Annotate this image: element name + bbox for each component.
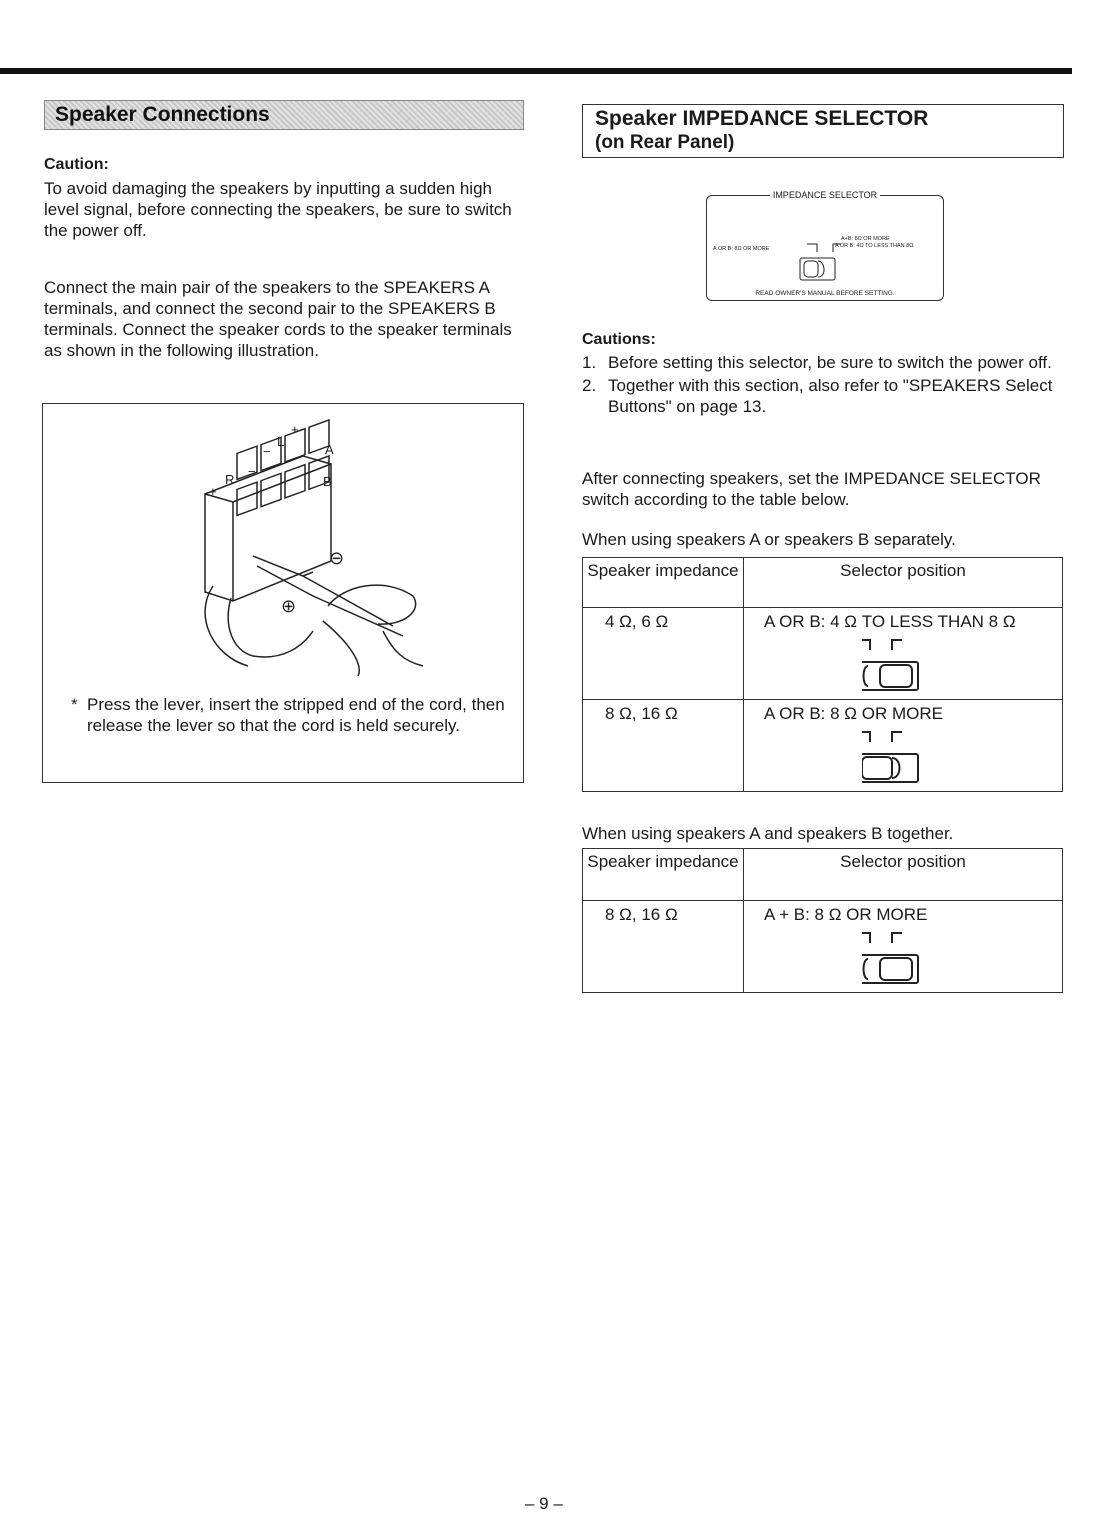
position-cell: [744, 700, 1063, 792]
label-minus-r: −: [248, 464, 256, 479]
label-b: B: [323, 474, 332, 489]
section-title-impedance-selector: [582, 104, 1064, 158]
label-r: R: [225, 472, 235, 487]
impedance-table-separate: [582, 557, 1063, 792]
position-text: A OR B: 4 Ω TO LESS THAN 8 Ω: [764, 612, 1016, 631]
panel-note: READ OWNER'S MANUAL BEFORE SETTING.: [755, 290, 895, 297]
section-title-line1: Speaker IMPEDANCE SELECTOR: [595, 107, 929, 130]
section-title-text: Speaker Connections: [55, 103, 270, 126]
note-asterisk: *: [71, 695, 78, 714]
page-number: – 9 –: [525, 1494, 563, 1513]
impedance-cell: 8 Ω, 16 Ω: [583, 901, 744, 993]
panel-label-ab: A+B: 8Ω OR MORE: [841, 236, 890, 242]
rear-panel-selector-figure: [706, 190, 944, 301]
separately-heading: When using speakers A or speakers B separately.: [582, 530, 956, 549]
position-cell: [744, 608, 1063, 700]
table-header-impedance: Speaker impedance: [583, 849, 744, 901]
list-item-number: 1.: [582, 353, 597, 372]
illustration-note-text: Press the lever, insert the stripped end of the cord, then release the lever so that the cord is held securely.: [87, 695, 505, 735]
position-text: A OR B: 8 Ω OR MORE: [764, 704, 943, 723]
cautions-heading: Cautions:: [582, 331, 656, 348]
positive-terminal-icon: ⊕: [281, 596, 297, 616]
list-item-number: 2.: [582, 376, 597, 395]
caution-heading: Caution:: [44, 156, 109, 173]
panel-label-high: A OR B: 8Ω OR MORE: [713, 246, 770, 252]
connect-paragraph: Connect the main pair of the speakers to the SPEAKERS A terminals, and connect the second pair to the SPEAKERS B terminals. Connect the speaker cords to the speaker terminals as shown in the following illustration.: [44, 278, 512, 360]
impedance-cell: 8 Ω, 16 Ω: [583, 700, 744, 792]
impedance-cell: 4 Ω, 6 Ω: [583, 608, 744, 700]
cautions-list: [582, 352, 1062, 419]
label-a: A: [325, 442, 334, 457]
panel-title: IMPEDANCE SELECTOR: [770, 190, 880, 200]
caution-paragraph: To avoid damaging the speakers by inputting a sudden high level signal, before connecting the speakers, be sure to switch the power off.: [44, 179, 512, 240]
panel-label-low: A OR B: 4Ω TO LESS THAN 8Ω: [835, 243, 914, 249]
list-item: [582, 352, 1062, 373]
label-plus-r: +: [209, 484, 217, 499]
negative-terminal-icon: ⊖: [329, 548, 345, 568]
list-item: [582, 375, 1062, 417]
table-header-position: Selector position: [744, 558, 1063, 608]
list-item-text: Before setting this selector, be sure to switch the power off.: [608, 353, 1052, 372]
section-title-line2: (on Rear Panel): [595, 132, 735, 153]
table-row: [583, 608, 1063, 700]
label-plus-l: +: [291, 422, 299, 437]
switch-left-icon: [862, 728, 926, 784]
position-cell: [744, 901, 1063, 993]
section-title-speaker-connections: [44, 100, 524, 130]
switch-right-icon: [862, 929, 926, 985]
list-item-text: Together with this section, also refer to "SPEAKERS Select Buttons" on page 13.: [608, 376, 1053, 416]
label-minus-l: −: [263, 444, 271, 459]
position-text: A + B: 8 Ω OR MORE: [764, 905, 928, 924]
top-rule: [0, 68, 1072, 74]
table-header-impedance: Speaker impedance: [583, 558, 744, 608]
table-row: [583, 901, 1063, 993]
label-l: L: [277, 434, 285, 449]
speaker-terminal-illustration: [153, 416, 453, 676]
terminal-illustration-box: [42, 403, 524, 783]
switch-right-icon: [862, 636, 926, 692]
impedance-table-together: [582, 848, 1063, 993]
panel-switch-icon: [707, 196, 945, 302]
table-header-position: Selector position: [744, 849, 1063, 901]
after-connecting-paragraph: After connecting speakers, set the IMPEDANCE SELECTOR switch according to the table below.: [582, 469, 1041, 509]
together-heading: When using speakers A and speakers B together.: [582, 824, 954, 843]
table-row: [583, 700, 1063, 792]
